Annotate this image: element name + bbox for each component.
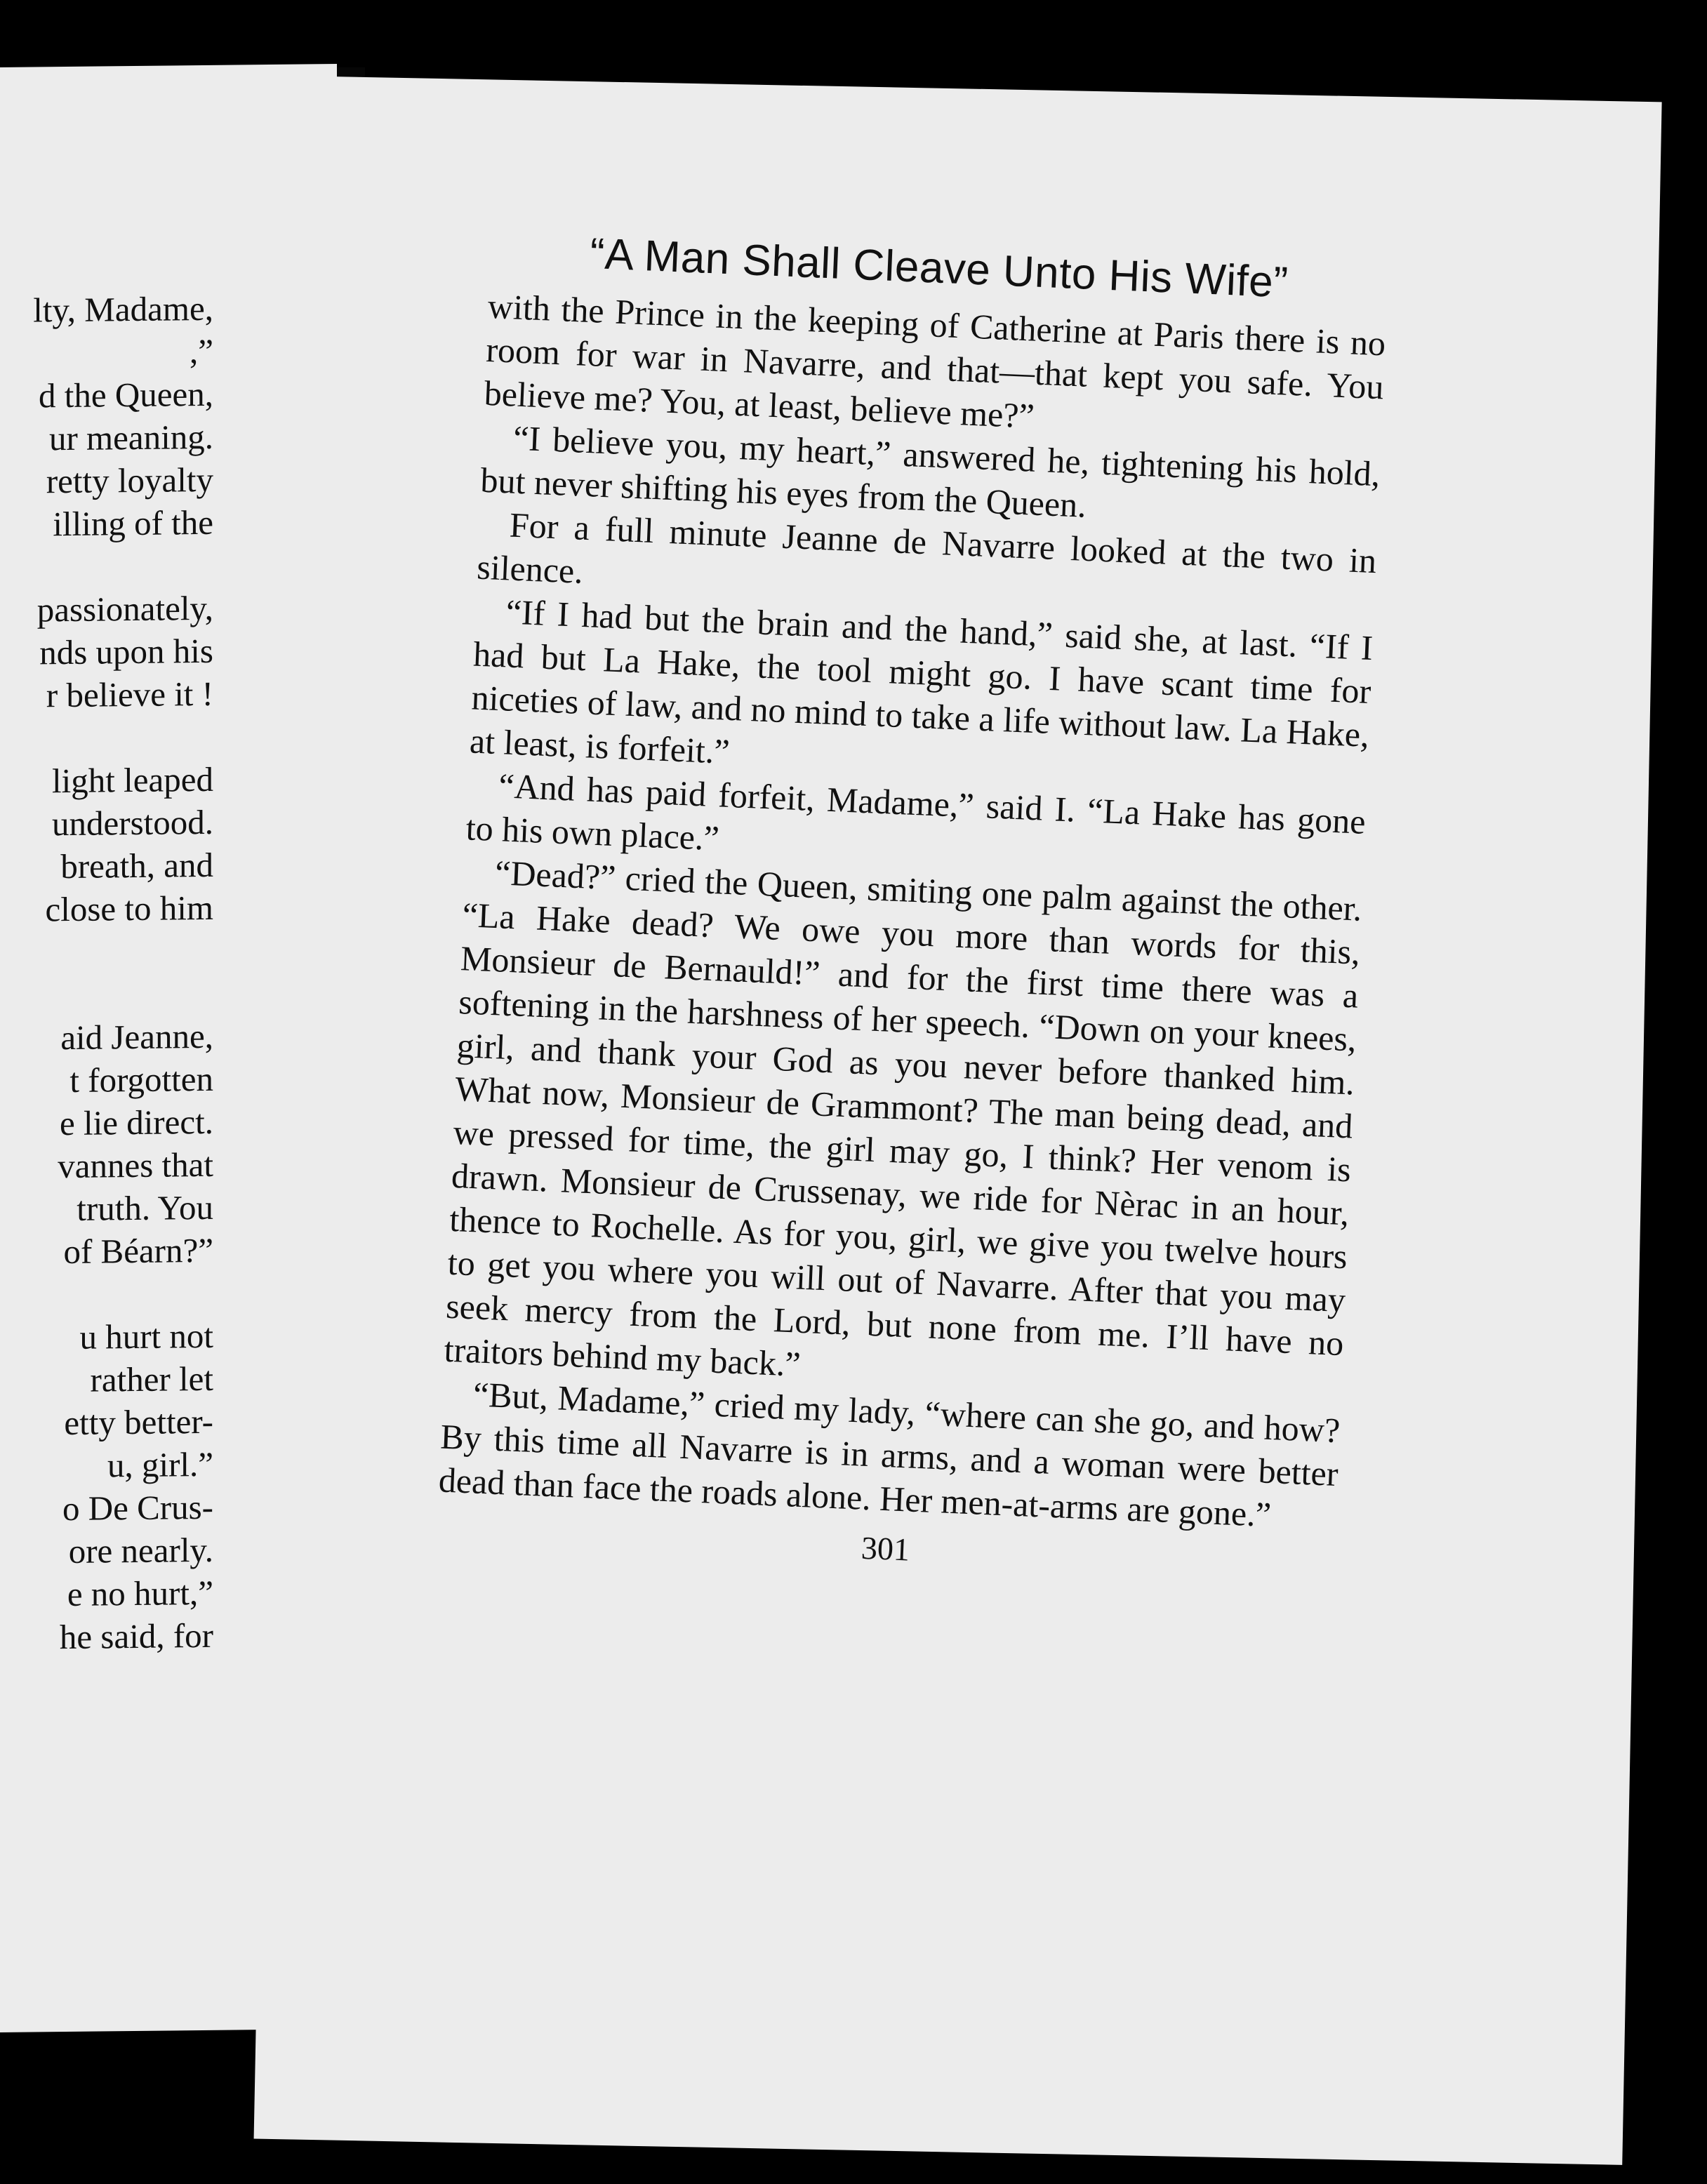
running-head: “A Man Shall Cleave Unto His Wife” [589,229,1289,307]
left-line: of Béarn?” [63,1230,213,1272]
left-line: d the Queen, [39,374,213,415]
left-line: passionately, [36,588,213,630]
left-line: ur meaning. [48,417,213,458]
paragraph: “Dead?” cried the Queen, smiting one palm against the other. “La Hake dead? We owe you more than words for this, Monsieur de Bernauld!” and for the first time there was a softening in the harshness of her speech. “Down on your knees, girl, and thank your God as you never before thanked him. What now, Monsieur de Grammont? The man being dead, and we pressed for time, the girl may go, I think? Her venom is drawn. Monsieur de Crussenay, we ride for Nèrac in an hour, thence to Rochelle. As for you, girl, we give you twelve hours to get you where you will out of Navarre. After that you may seek mercy from the Lord, but none from me. I’ll have no traitors behind my back.” [443,853,1363,1384]
left-line: nds upon his [39,631,213,672]
paragraph: “And has paid forfeit, Madame,” said I. “La Hake has gone to his own place.” [465,766,1367,858]
left-line: e lie direct. [59,1102,213,1143]
left-line: vannes that [58,1145,213,1186]
left-line: illing of the [53,502,213,544]
left-line: truth. You [77,1187,213,1228]
paragraph: with the Prince in the keeping of Catherine at Paris there is no room for war in Navarre, and that—that kept you safe. You believe me? You, at least, believe me?” [483,286,1387,436]
left-line: u hurt not [79,1316,213,1357]
paragraph: “If I had but the brain and the hand,” said she, at last. “If I had but La Hake, the tool might go. I have scant time for niceties of law, and no mind to take a life without law. La Hake, at least, is forfeit.” [469,592,1374,771]
left-line: breath, and [60,845,213,886]
paragraph: “But, Madame,” cried my lady, “where can she go, and how? By this time all Navarre is in arms, and a woman were better dead than face the roads alone. Her men-at-arms are gone.” [437,1374,1341,1535]
page-number: 301 [860,1529,911,1568]
paragraph: For a full minute Jeanne de Navarre looked at the two in silence. [476,505,1378,591]
left-line: etty better- [64,1401,213,1443]
left-line: understood. [52,802,213,844]
left-line: r believe it ! [46,674,213,715]
left-line [3,972,213,1017]
left-line [3,715,213,760]
left-line: rather let [90,1359,213,1399]
right-page-text [436,225,1389,1586]
left-line: ,” [190,331,213,371]
left-line: ore nearly. [68,1530,213,1571]
left-line [3,929,213,974]
left-line: o De Crus- [62,1487,213,1529]
left-line [3,544,213,589]
left-page-text [3,287,213,1659]
left-line: he said, for [59,1616,213,1657]
left-line: e no hurt,” [67,1573,213,1613]
left-line: aid Jeanne, [60,1016,213,1058]
left-line: close to him [45,888,213,929]
left-line [3,1272,213,1317]
left-line: lty, Madame, [33,288,213,330]
left-line: u, girl.” [107,1444,213,1485]
left-line: t forgotten [69,1059,213,1100]
left-line: light leaped [52,759,213,801]
paragraph: “I believe you, my heart,” answered he, tightening his hold, but never shifting his eyes from the Queen. [479,418,1381,525]
left-line: retty loyalty [46,460,213,501]
